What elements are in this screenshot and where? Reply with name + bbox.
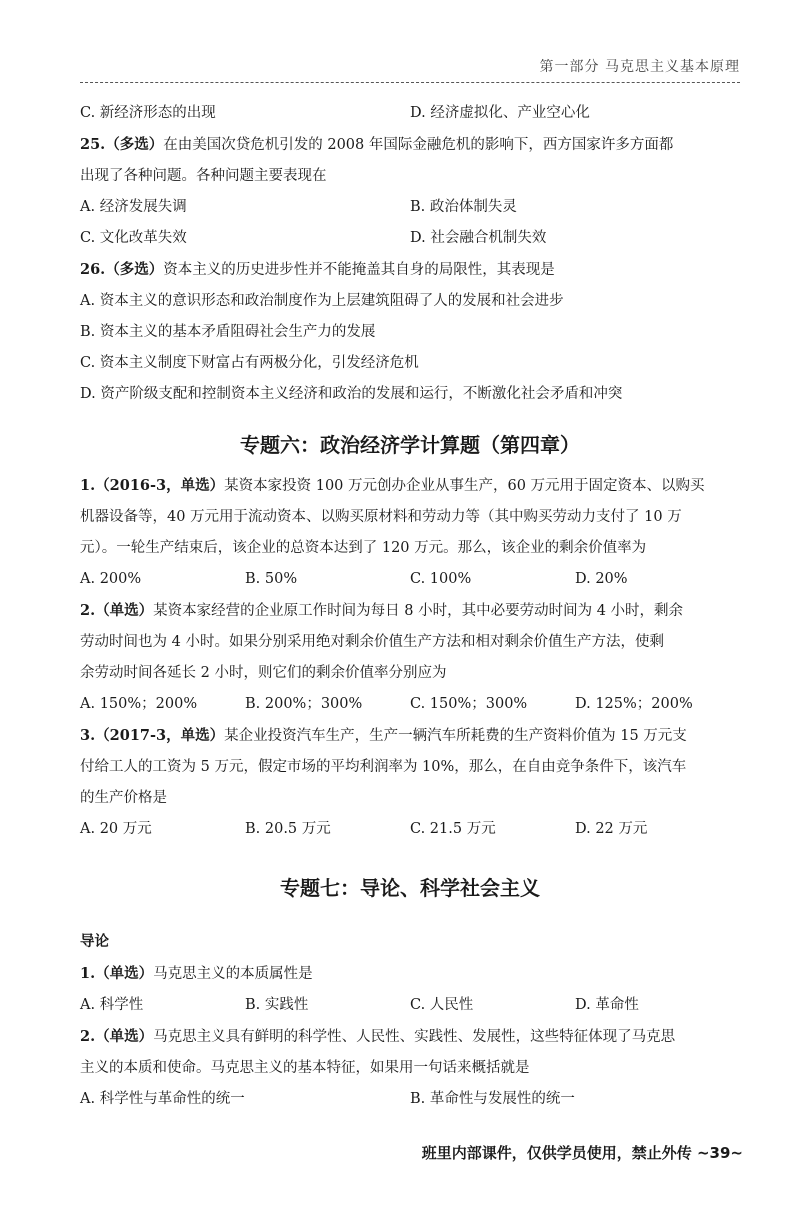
- s7-q1-option-b: B. 实践性: [245, 997, 309, 1013]
- s7-q1-option-c: C. 人民性: [410, 997, 474, 1013]
- s6-q1-option-a: A. 200%: [80, 571, 142, 587]
- header-divider: [80, 82, 740, 83]
- s7-q1-stem-line1: 1.（单选）马克思主义的本质属性是: [80, 965, 313, 982]
- s6-q3-option-d: D. 22 万元: [575, 821, 648, 837]
- s6-q1-option-c: C. 100%: [410, 571, 472, 587]
- s6-q1-stem-line2: 机器设备等，40 万元用于流动资本、以购买原材料和劳动力等（其中购买劳动力支付了 10 万: [80, 509, 682, 525]
- s7-q1-options: [80, 990, 740, 1021]
- s7-q1-number: 1.（单选）: [80, 965, 154, 982]
- s6-q3-stem-line1: 3.（2017-3，单选）某企业投资汽车生产，生产一辆汽车所耗费的生产资料价值为 15 万元支: [80, 727, 687, 744]
- s6-q2-stem-line3: 余劳动时间各延长 2 小时，则它们的剩余价值率分别应为: [80, 665, 447, 681]
- s6-q2-stem-line2: 劳动时间也为 4 小时。如果分别采用绝对剩余价值生产方法和相对剩余价值生产方法，使剩: [80, 634, 664, 650]
- section6-title: 专题六：政治经济学计算题（第四章）: [240, 433, 580, 457]
- s6-q3-stem-line3: 的生产价格是: [80, 790, 167, 806]
- s7-q2-stem-line1: 2.（单选）马克思主义具有鲜明的科学性、人民性、实践性、发展性，这些特征体现了马克思: [80, 1028, 676, 1045]
- s6-q2-option-d: D. 125%；200%: [575, 696, 693, 712]
- q26-number: 26.（多选）: [80, 261, 164, 278]
- q25-stem-line1: 25.（多选）在由美国次贷危机引发的 2008 年国际金融危机的影响下，西方国家许多方面都: [80, 136, 674, 153]
- s6-q3-options: [80, 814, 740, 845]
- q25-options-ab: [80, 192, 740, 223]
- s6-q1-option-b: B. 50%: [245, 571, 298, 587]
- s6-q1-number: 1.（2016-3，单选）: [80, 477, 225, 494]
- s6-q2-option-b: B. 200%；300%: [245, 696, 363, 712]
- q25-number: 25.（多选）: [80, 136, 164, 153]
- s7-q1-option-d: D. 革命性: [575, 997, 639, 1013]
- s6-q2-option-c: C. 150%；300%: [410, 696, 528, 712]
- s6-q1-stem-line1: 1.（2016-3，单选）某资本家投资 100 万元创办企业从事生产，60 万元用于固定资本、以购买: [80, 477, 705, 494]
- q26-stem-line1: 26.（多选）资本主义的历史进步性并不能掩盖其自身的局限性，其表现是: [80, 261, 555, 278]
- s6-q2-option-a: A. 150%；200%: [80, 696, 198, 712]
- s7-q1-option-a: A. 科学性: [80, 997, 144, 1013]
- s6-q2-number: 2.（单选）: [80, 602, 154, 619]
- q25-option-b: B. 政治体制失灵: [410, 199, 517, 215]
- q26-option-c: C. 资本主义制度下财富占有两极分化，引发经济危机: [80, 355, 419, 371]
- page-footer: 班里内部课件，仅供学员使用，禁止外传 ~39~: [421, 1144, 743, 1162]
- s6-q3-number: 3.（2017-3，单选）: [80, 727, 225, 744]
- s6-q1-stem-line3: 元）。一轮生产结束后，该企业的总资本达到了 120 万元。那么，该企业的剩余价值率为: [80, 540, 647, 556]
- s7-q2-options: [80, 1084, 740, 1115]
- q25-options-cd: [80, 223, 740, 254]
- page-content: [80, 98, 740, 1115]
- q25-option-c: C. 文化改革失效: [80, 230, 187, 246]
- running-header: 第一部分 马克思主义基本原理: [539, 59, 740, 75]
- s6-q3-stem-line2: 付给工人的工资为 5 万元，假定市场的平均利润率为 10%，那么，在自由竞争条件下，该汽车: [80, 759, 687, 775]
- s6-q3-option-c: C. 21.5 万元: [410, 821, 496, 837]
- s6-q3-option-a: A. 20 万元: [80, 821, 152, 837]
- q24-options: [80, 98, 740, 129]
- q24-option-d: D. 经济虚拟化、产业空心化: [410, 105, 590, 121]
- q24-option-c: C. 新经济形态的出现: [80, 105, 216, 121]
- q26-option-d: D. 资产阶级支配和控制资本主义经济和政治的发展和运行，不断激化社会矛盾和冲突: [80, 386, 623, 402]
- s7-q2-stem-line2: 主义的本质和使命。马克思主义的基本特征，如果用一句话来概括就是: [80, 1060, 530, 1076]
- s6-q1-option-d: D. 20%: [575, 571, 628, 587]
- s6-q3-option-b: B. 20.5 万元: [245, 821, 331, 837]
- s6-q2-stem-line1: 2.（单选）某资本家经营的企业原工作时间为每日 8 小时，其中必要劳动时间为 4 小时，剩余: [80, 602, 684, 619]
- section7-subheading: 导论: [80, 934, 109, 950]
- s6-q1-options: [80, 564, 740, 595]
- q25-stem-line2: 出现了各种问题。各种问题主要表现在: [80, 168, 327, 184]
- q25-option-d: D. 社会融合机制失效: [410, 230, 547, 246]
- q26-option-a: A. 资本主义的意识形态和政治制度作为上层建筑阻碍了人的发展和社会进步: [80, 293, 564, 309]
- s7-q2-number: 2.（单选）: [80, 1028, 154, 1045]
- q25-option-a: A. 经济发展失调: [80, 199, 187, 215]
- section7-title: 专题七：导论、科学社会主义: [280, 876, 540, 900]
- q26-option-b: B. 资本主义的基本矛盾阻碍社会生产力的发展: [80, 324, 376, 340]
- s7-q2-option-a: A. 科学性与革命性的统一: [80, 1091, 245, 1107]
- s6-q2-options: [80, 689, 740, 720]
- s7-q2-option-b: B. 革命性与发展性的统一: [410, 1091, 575, 1107]
